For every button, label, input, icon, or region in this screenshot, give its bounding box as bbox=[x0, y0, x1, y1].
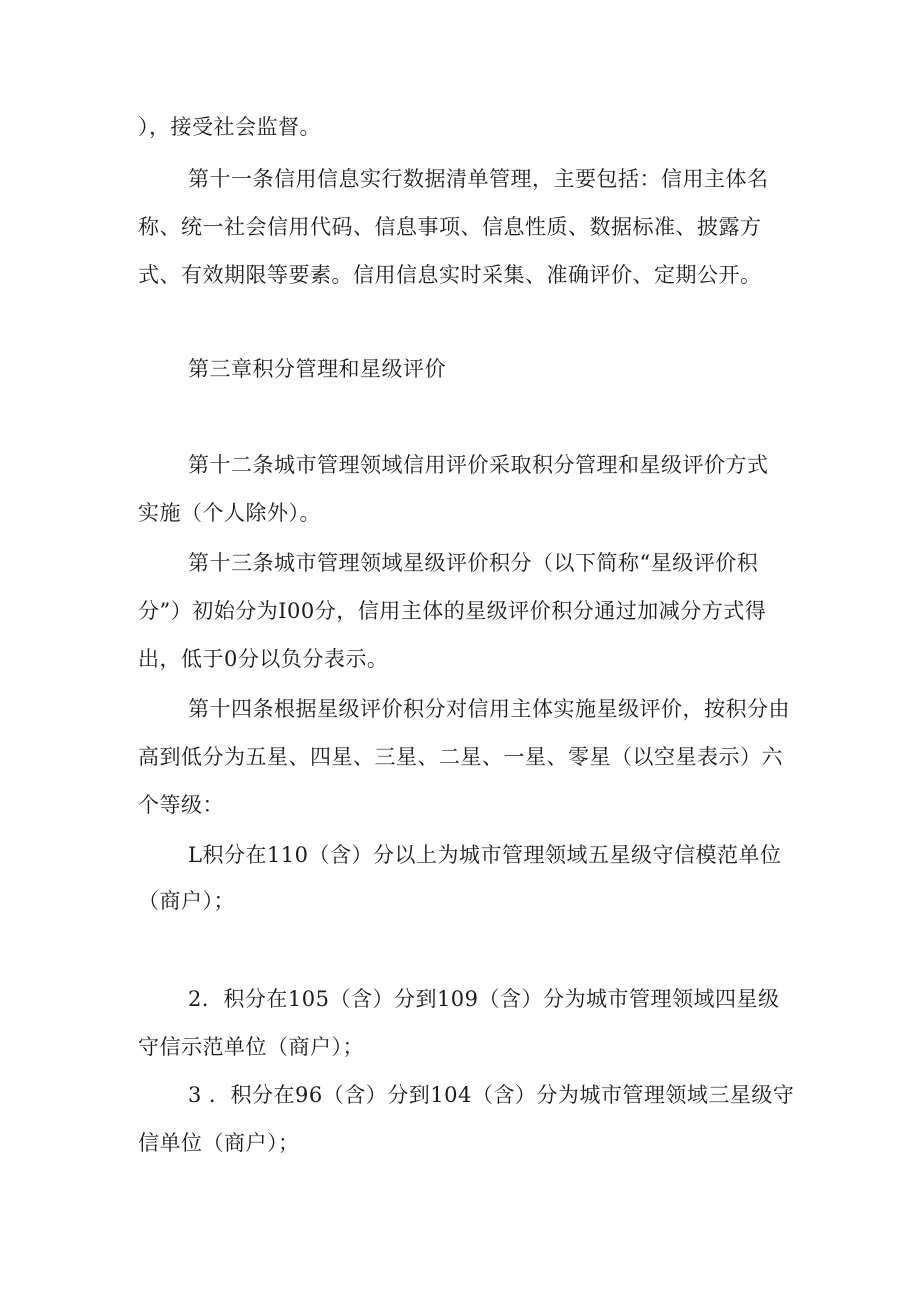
paragraph-line: 信单位（商户）； bbox=[138, 1131, 300, 1155]
paragraph-line: 出，低于0分以负分表示。 bbox=[138, 647, 389, 671]
paragraph-line: 实施（个人除外）。 bbox=[138, 501, 321, 525]
article-11-line: 第十一条信用信息实行数据清单管理，主要包括：信用主体名 bbox=[188, 167, 769, 191]
paragraph-line: 高到低分为五星、四星、三星、二星、一星、零星（以空星表示）六 bbox=[138, 745, 783, 769]
paragraph-line: （商户）； bbox=[138, 889, 235, 913]
paragraph-line: ），接受社会监督。 bbox=[138, 115, 321, 139]
paragraph-line: 分”）初始分为I00分，信用主体的星级评价积分通过加减分方式得 bbox=[138, 599, 767, 623]
paragraph-line: 称、统一社会信用代码、信息事项、信息性质、数据标准、披露方 bbox=[138, 215, 762, 239]
paragraph-line: 式、有效期限等要素。信用信息实时采集、准确评价、定期公开。 bbox=[138, 263, 762, 287]
paragraph-line: 守信示范单位（商户）； bbox=[138, 1035, 364, 1059]
article-14-line: 第十四条根据星级评价积分对信用主体实施星级评价，按积分由 bbox=[188, 697, 790, 721]
list-item-2: 2．积分在105（含）分到109（含）分为城市管理领域四星级 bbox=[188, 987, 780, 1011]
list-item-1: L积分在110（含）分以上为城市管理领域五星级守信模范单位 bbox=[188, 843, 782, 867]
list-item-3: 3 ．积分在96（含）分到104（含）分为城市管理领域三星级守 bbox=[188, 1083, 795, 1107]
article-13-line: 第十三条城市管理领域星级评价积分（以下简称“星级评价积 bbox=[188, 551, 759, 575]
paragraph-line: 个等级： bbox=[138, 793, 224, 817]
chapter-heading: 第三章积分管理和星级评价 bbox=[188, 357, 446, 381]
article-12-line: 第十二条城市管理领域信用评价采取积分管理和星级评价方式 bbox=[188, 453, 769, 477]
